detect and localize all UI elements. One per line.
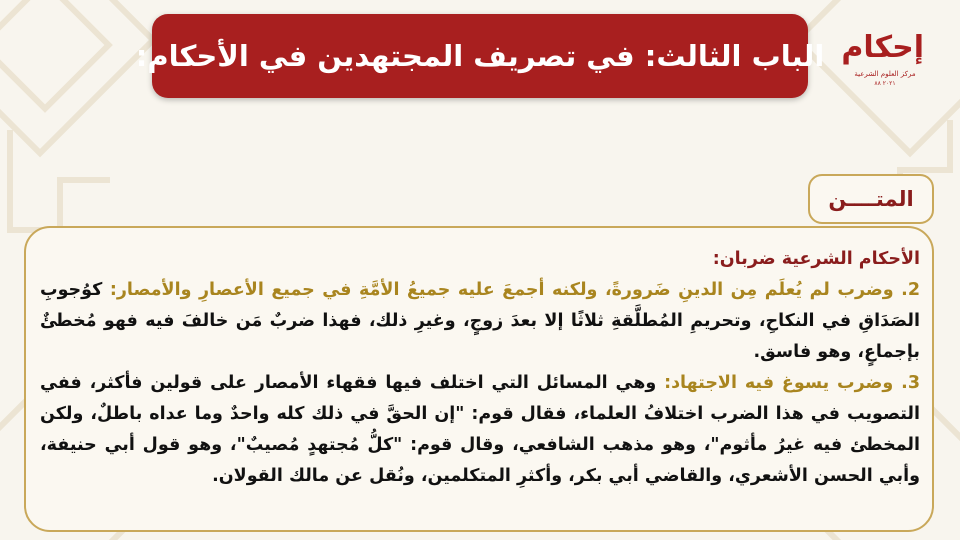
point-2-paragraph bbox=[40, 275, 920, 368]
point-3-label: 3. وضرب يسوغ فيه الاجتهاد: bbox=[664, 373, 920, 393]
point-3-text: وهي المسائل التي اختلف فيها فقهاء الأمصار على قولين فأكثر، ففي التصويب في هذا الضرب اختلافُ العلماء، فقال قوم: "إن الحقَّ في ذلك كله واحدٌ وما عداه باطلٌ، ولكن المخطئ فيه غيرُ مأثوم"، وهو مذهب الشافعي، وقال قوم: "كلُّ مُجتهدٍ مُصيبٌ"، وهو قول أبي حنيفة، وأبي الحسن الأشعري، والقاضي أبي بكر، وأكثرِ المتكلمين، ونُقل عن مالك القولان. bbox=[40, 373, 920, 486]
point-2-text: كوُجوبِ الصَدَاقِ في النكاحِ، وتحريمِ المُطلَّقةِ ثلاثًا إلا بعدَ زوجٍ، وغيرِ ذلك، فهذا ضربٌ مَن خالفَ فيه فهو مُخطئٌ بإجماعٍ، وهو فاسق. bbox=[40, 280, 920, 362]
point-3-paragraph bbox=[40, 368, 920, 492]
logo-code: ۸۸ ۲۰۲۱ bbox=[874, 80, 896, 87]
section-tab-label: المتــــن bbox=[828, 187, 914, 211]
body-text bbox=[40, 244, 920, 492]
logo-word: إحكام bbox=[841, 30, 924, 65]
point-2-label: 2. وضرب لم يُعلَم مِن الدينِ ضَرورةً، ولكنه أجمعَ عليه جميعُ الأمَّةِ في جميع الأعصارِ والأمصار: bbox=[109, 280, 920, 300]
title-banner bbox=[135, 14, 825, 98]
text-content-box bbox=[24, 226, 934, 532]
logo bbox=[841, 28, 924, 94]
rulings-heading: الأحكام الشرعية ضربان: bbox=[712, 249, 920, 269]
logo-subtitle: مركز العلوم الشرعية bbox=[854, 70, 916, 78]
page-title: الباب الثالث: في تصريف المجتهدين في الأحكام: bbox=[135, 39, 825, 73]
section-tab-matn bbox=[808, 174, 934, 224]
